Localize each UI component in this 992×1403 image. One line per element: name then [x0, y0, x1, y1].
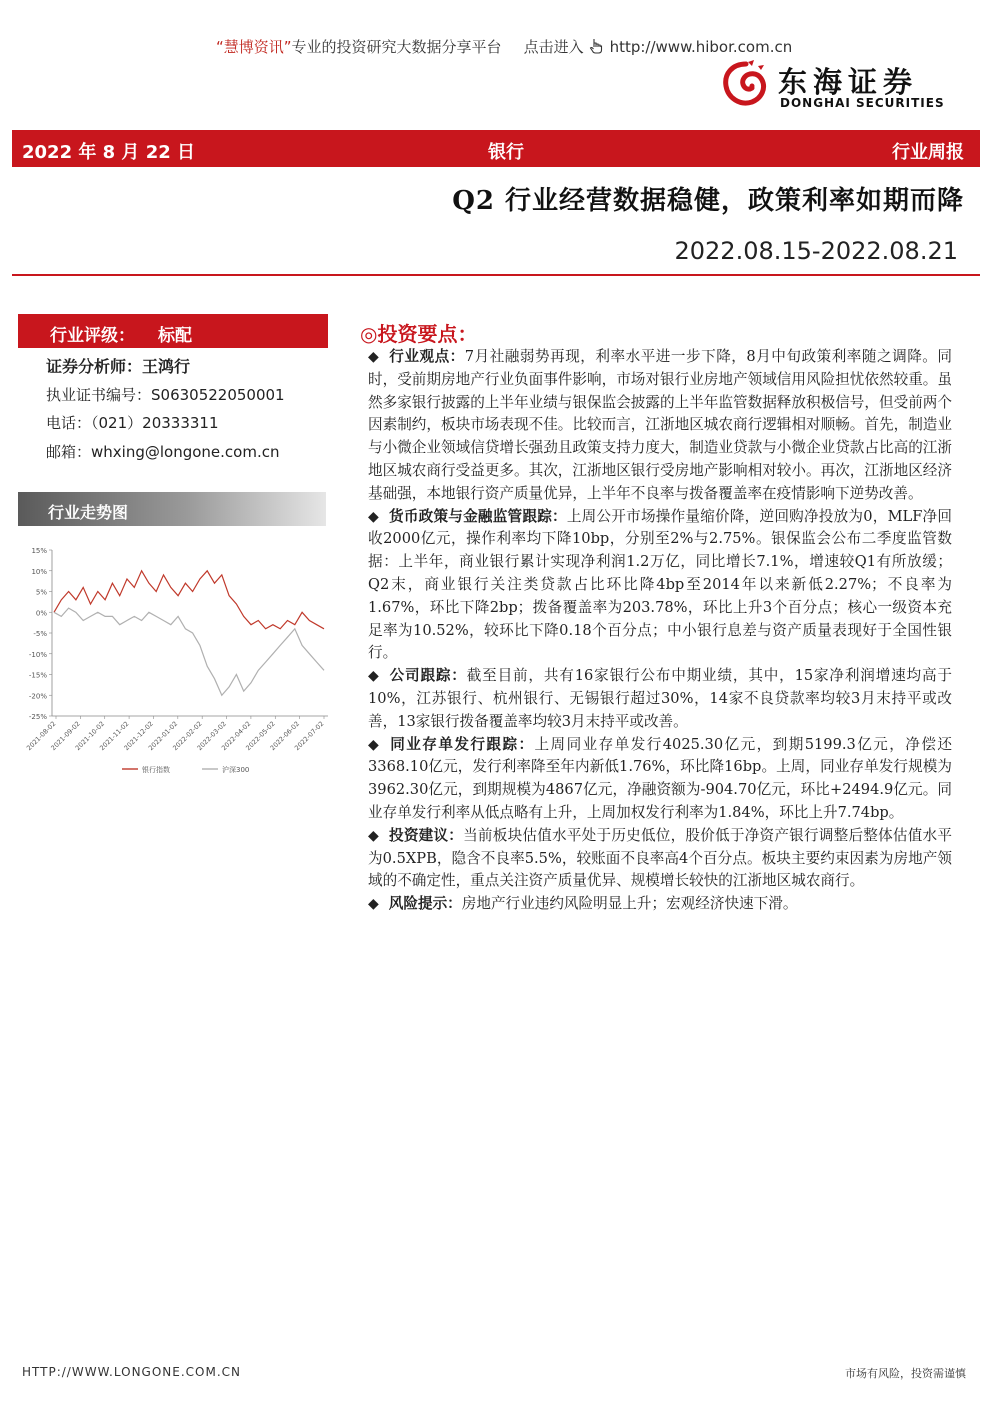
rating-label: 行业评级：: [50, 326, 135, 346]
report-title: Q2 行业经营数据稳健，政策利率如期而降: [452, 186, 964, 216]
trend-chart-title: 行业走势图: [48, 503, 129, 522]
x-tick-label: 2022-03-02: [195, 719, 228, 753]
logo-chinese: 东海证券: [778, 65, 919, 99]
diamond-bullet-icon: ◆: [368, 508, 379, 525]
x-tick-label: 2022-05-02: [244, 719, 277, 753]
analyst-name: 王鸿行: [142, 357, 191, 376]
analyst-line: [46, 354, 190, 377]
paragraph-label: 风险提示：: [388, 895, 462, 913]
y-tick-label: 0%: [35, 609, 47, 618]
industry-rating-box: [18, 314, 328, 348]
paragraph-label: 货币政策与金融监管跟踪：: [389, 507, 567, 525]
report-sector: 银行: [488, 142, 524, 163]
paragraph-text: 上周公开市场操作量缩价降，逆回购净投放为0，MLF净回收2000亿元，操作利率均下降10bp，分别至2%与2.75%。银保监会公布二季度监管数据：上半年，商业银行累计实现净利润1.2万亿，同比增长7.1%，增速较Q1有所放缓；Q2末，商业银行关注类贷款占比环比降4bp至2014年以来新低2.27%；不良率为1.67%，环比下降2bp；拨备覆盖率为203.78%，环比上升3个百分点；核心一级资本充足率为10.52%，较环比下降0.18个百分点；中小银行息差与资产质量表现好于全国性银行。: [368, 507, 952, 662]
paragraph-risk-warning: [368, 893, 952, 916]
banner-brand: “慧博资讯”: [216, 38, 292, 56]
email-line: [46, 441, 279, 462]
analyst-label: 证券分析师：: [46, 357, 143, 376]
report-date-range: 2022.08.15-2022.08.21: [674, 237, 958, 265]
paragraph-label: 投资建议：: [389, 826, 464, 844]
x-tick-label: 2022-01-02: [146, 719, 180, 753]
paragraph-ncd-issuance: [368, 734, 952, 825]
banner-cta[interactable]: 点击进入: [523, 38, 584, 56]
diamond-bullet-icon: ◆: [368, 827, 379, 844]
x-tick-label: 2022-02-02: [171, 719, 204, 753]
series-line-csi300: [54, 608, 324, 695]
paragraph-investment-advice: [368, 825, 952, 893]
email-label: 邮箱：: [46, 443, 92, 461]
paragraph-text: 上周同业存单发行4025.30亿元，到期5199.3亿元，净偿还3368.10亿元，发行利率降至年内新低1.76%，环比降16bp。上周，同业存单发行规模为3962.30亿元，到期规模为4867亿元，净融资额为-904.70亿元，环比+2494.9亿元。同业存单发行利率从低点略有上升，上周加权发行利率为1.84%，环比上升7.74bp。: [368, 735, 952, 821]
x-tick-label: 2021-09-02: [49, 719, 82, 753]
report-header-bar: [12, 130, 980, 167]
paragraph-company-tracking: [368, 665, 952, 733]
investment-highlights-body: [368, 346, 952, 916]
report-date: 2022 年 8 月 22 日: [22, 142, 196, 163]
donghai-logo: [718, 58, 968, 118]
paragraph-text: 房地产行业违约风险明显上升；宏观经济快速下滑。: [461, 895, 798, 913]
banner-slogan: 专业的投资研究大数据分享平台: [291, 38, 502, 56]
report-type: 行业周报: [892, 142, 964, 163]
legend-label: 银行指数: [142, 766, 170, 774]
diamond-bullet-icon: ◆: [368, 668, 380, 685]
paragraph-text: 截至目前，共有16家银行公布中期业绩，其中，15家净利润增速均高于10%，江苏银行、杭州银行、无锡银行超过30%，14家不良贷款率均较3月末持平或改善，13家银行拨备覆盖率均较3月末持平或改善。: [368, 667, 952, 730]
header-divider: [12, 274, 980, 276]
x-tick-label: 2022-06-02: [268, 719, 302, 753]
phone-line: [46, 412, 219, 433]
x-tick-label: 2021-08-02: [25, 719, 58, 753]
legend-label: 沪深300: [222, 766, 250, 774]
y-tick-label: 10%: [31, 567, 47, 576]
footer-url-link[interactable]: HTTP://WWW.LONGONE.COM.CN: [22, 1365, 242, 1379]
paragraph-text: 7月社融弱势再现，利率水平进一步下降，8月中旬政策利率随之调降。同时，受前期房地产行业负面事件影响，市场对银行业房地产领域信用风险担忧依然较重。虽然多家银行披露的上半年业绩与银保监会披露的上半年监管数据释放积极信号，但受前两个因素制约，板块市场表现不佳。比较而言，江浙地区城农商行逻辑相对顺畅。首先，制造业与小微企业领域信贷增长强劲且政策支持力度大，制造业贷款与小微企业贷款占比高的江浙地区城农商行受益更多。其次，江浙地区银行受房地产影响相对较小。再次，江浙地区经济基础强，本地银行资产质量优异，上半年不良率与拨备覆盖率在疫情影响下逆势改善。: [368, 348, 952, 502]
license-line: [46, 384, 285, 405]
paragraph-label: 行业观点：: [389, 348, 465, 365]
pointer-hand-icon: [588, 37, 606, 55]
trend-chart-header: [18, 492, 326, 526]
phone-number: （021）20333311: [91, 414, 219, 432]
paragraph-industry-view: [368, 346, 952, 506]
hibor-banner[interactable]: [216, 36, 792, 57]
x-tick-label: 2021-10-02: [73, 719, 107, 753]
footer-disclaimer: 市场有风险，投资需谨慎: [845, 1367, 966, 1380]
industry-trend-chart: [18, 540, 338, 780]
y-tick-label: -20%: [28, 692, 47, 701]
x-tick-label: 2021-12-02: [122, 719, 155, 753]
y-tick-label: -15%: [28, 671, 47, 680]
x-tick-label: 2022-04-02: [219, 719, 253, 753]
logo-english: DONGHAI SECURITIES: [780, 96, 945, 110]
y-tick-label: 5%: [35, 588, 47, 597]
diamond-bullet-icon: ◆: [368, 349, 380, 365]
y-tick-label: -5%: [33, 630, 47, 638]
x-tick-label: 2022-07-02: [293, 719, 326, 753]
paragraph-monetary-policy: [368, 506, 952, 666]
y-tick-label: -10%: [28, 650, 47, 659]
diamond-bullet-icon: ◆: [368, 736, 381, 753]
license-number: S0630522050001: [151, 386, 285, 404]
y-tick-label: -25%: [28, 713, 47, 721]
rating-value: 标配: [158, 326, 192, 346]
x-tick-label: 2021-11-02: [98, 719, 131, 753]
banner-url-link[interactable]: http://www.hibor.com.cn: [609, 38, 793, 56]
paragraph-label: 公司跟踪：: [389, 667, 467, 685]
diamond-bullet-icon: ◆: [368, 896, 379, 913]
email-link[interactable]: whxing@longone.com.cn: [91, 443, 280, 461]
paragraph-text: 当前板块估值水平处于历史低位，股价低于净资产银行调整后整体估值水平为0.5XPB，隐含不良率5.5%，较账面不良率高4个百分点。板块主要约束因素为房地产领域的不确定性，重点关注资产质量优异、规模增长较快的江浙地区城农商行。: [368, 826, 952, 890]
series-line-bank-index: [54, 571, 324, 629]
phone-label: 电话：: [46, 414, 92, 432]
dragon-emblem-icon: [718, 58, 774, 114]
license-label: 执业证书编号：: [46, 386, 152, 404]
paragraph-label: 同业存单发行跟踪：: [390, 735, 535, 753]
investment-highlights-title: ◎投资要点：: [360, 322, 478, 346]
y-tick-label: 15%: [31, 547, 47, 555]
